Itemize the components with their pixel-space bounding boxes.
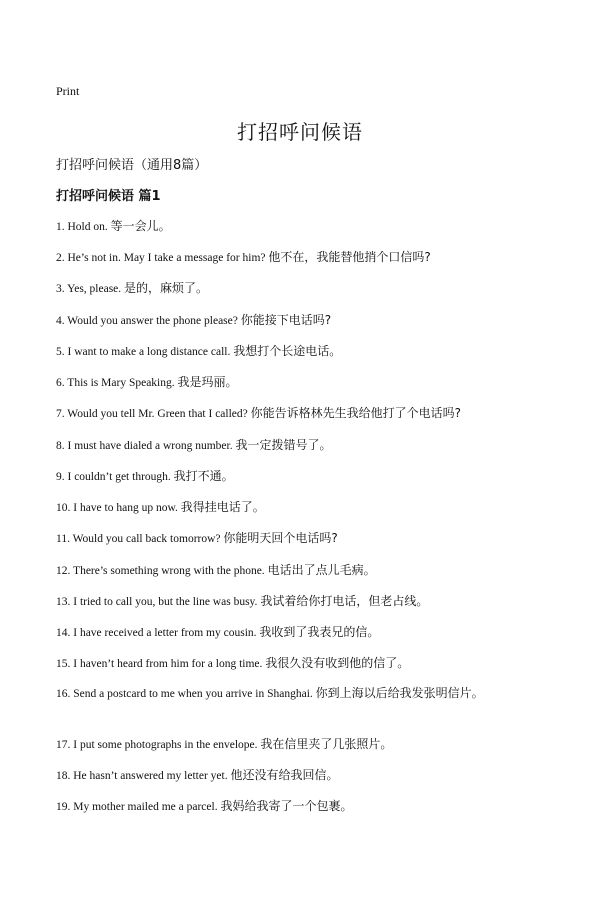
phrase-item: 2. He’s not in. May I take a message for him? 他不在，我能替他捎个口信吗? [56, 250, 431, 264]
print-label: Print [56, 84, 80, 98]
phrase-item: 7. Would you tell Mr. Green that I called? 你能告诉格林先生我给他打了个电话吗? [56, 406, 462, 420]
phrase-item: 6. This is Mary Speaking. 我是玛丽。 [56, 375, 238, 389]
phrase-item: 1. Hold on. 等一会儿。 [56, 219, 171, 233]
phrase-item: 17. I put some photographs in the envelope. 我在信里夹了几张照片。 [56, 737, 393, 751]
phrase-item: 11. Would you call back tomorrow? 你能明天回个电话吗? [56, 531, 338, 545]
phrase-item: 16. Send a postcard to me when you arrive in Shanghai. 你到上海以后给我发张明信片。 [56, 686, 484, 700]
phrase-item: 9. I couldn’t get through. 我打不通。 [56, 469, 234, 483]
phrase-item: 3. Yes, please. 是的，麻烦了。 [56, 281, 209, 295]
section-heading: 打招呼问候语 篇1 [56, 189, 161, 204]
phrase-item: 14. I have received a letter from my cousin. 我收到了我表兄的信。 [56, 625, 380, 639]
document-subtitle: 打招呼问候语（通用8篇） [56, 158, 208, 173]
document-title: 打招呼问候语 [237, 120, 363, 144]
phrase-item: 19. My mother mailed me a parcel. 我妈给我寄了一个包裹。 [56, 799, 353, 813]
phrase-item: 15. I haven’t heard from him for a long time. 我很久没有收到他的信了。 [56, 656, 410, 670]
phrase-item: 13. I tried to call you, but the line was busy. 我试着给你打电话，但老占线。 [56, 594, 429, 608]
phrase-item: 4. Would you answer the phone please? 你能接下电话吗? [56, 313, 332, 327]
phrase-item: 10. I have to hang up now. 我得挂电话了。 [56, 500, 265, 514]
phrase-item: 5. I want to make a long distance call. 我想打个长途电话。 [56, 344, 342, 358]
phrase-item: 12. There’s something wrong with the phone. 电话出了点儿毛病。 [56, 563, 376, 577]
phrase-item: 18. He hasn’t answered my letter yet. 他还没有给我回信。 [56, 768, 339, 782]
phrase-item: 8. I must have dialed a wrong number. 我一定拨错号了。 [56, 438, 332, 452]
